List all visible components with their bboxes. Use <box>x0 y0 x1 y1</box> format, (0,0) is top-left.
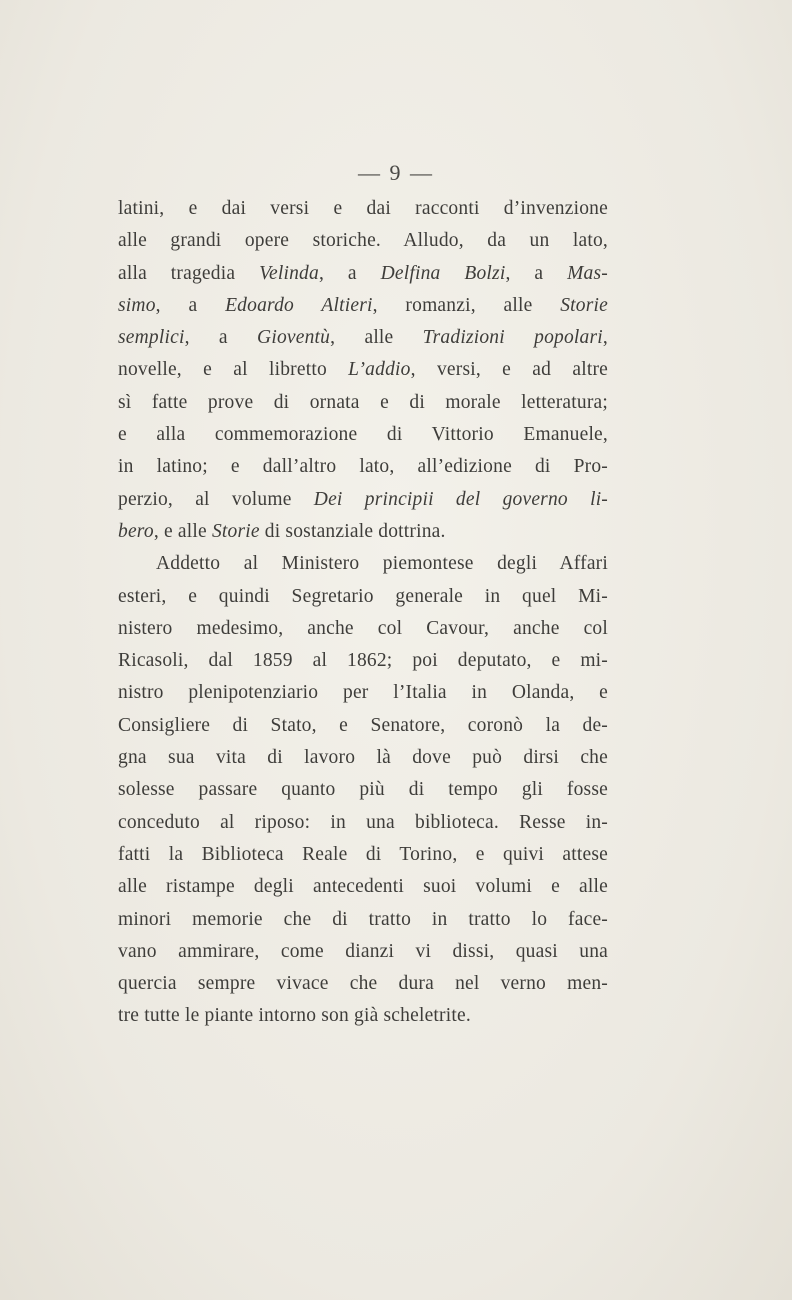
text-run: alle grandi opere storiche. Alludo, da un lato, <box>118 230 608 252</box>
text-run: alla tragedia <box>118 262 260 284</box>
text-run: quercia sempre vivace che dura nel verno men- <box>118 973 608 995</box>
text-run: tre tutte le piante intorno son già scheletrite. <box>118 1005 471 1027</box>
text-line <box>118 484 608 516</box>
text-line <box>118 677 608 709</box>
text-run: esteri, e quindi Segretario generale in quel Mi- <box>118 585 608 607</box>
text-run: fatti la Biblioteca Reale di Torino, e quivi attese <box>118 843 608 865</box>
text-run: Addetto al Ministero piemontese degli Affari <box>156 553 608 575</box>
italic-title: Mas- <box>567 262 608 284</box>
page-number: — 9 — <box>358 160 434 185</box>
text-run: conceduto al riposo: in una biblioteca. Resse in- <box>118 811 608 833</box>
text-run: , alle <box>330 327 423 349</box>
italic-title: simo <box>118 294 156 316</box>
text-run: in latino; e dall’altro lato, all’edizione di Pro- <box>118 456 608 478</box>
text-line <box>118 807 608 839</box>
text-run: , a <box>155 294 226 316</box>
body-text <box>118 193 608 1033</box>
text-line <box>118 193 608 225</box>
text-line <box>118 839 608 871</box>
italic-title: L’addio <box>348 359 411 381</box>
text-line <box>118 387 608 419</box>
text-run: sì fatte prove di ornata e di morale letteratura; <box>118 391 608 413</box>
text-line <box>118 258 608 290</box>
italic-title: Delfina Bolzi <box>380 262 506 284</box>
text-line <box>118 1000 608 1032</box>
text-run: alle ristampe degli antecedenti suoi volumi e alle <box>118 876 608 898</box>
text-line <box>118 968 608 1000</box>
text-run: , <box>602 327 608 349</box>
text-run: solesse passare quanto più di tempo gli fosse <box>118 779 608 801</box>
text-line <box>118 710 608 742</box>
italic-title: Gioventù <box>257 327 331 349</box>
text-run: nistro plenipotenziario per l’Italia in Olanda, e <box>118 682 608 704</box>
text-line <box>118 451 608 483</box>
italic-title: bero <box>118 520 154 542</box>
italic-title: Tradizioni popolari <box>422 327 603 349</box>
italic-title: Storie <box>560 294 608 316</box>
italic-title: Dei principii del governo li- <box>313 488 609 510</box>
text-run: Consigliere di Stato, e Senatore, coronò la de- <box>118 714 608 736</box>
text-run: di sostanziale dottrina. <box>259 520 446 542</box>
text-run: perzio, al volume <box>118 488 314 510</box>
text-run: , a <box>184 327 258 349</box>
text-run: , a <box>505 262 568 284</box>
text-line <box>118 742 608 774</box>
text-line <box>118 225 608 257</box>
text-run: , romanzi, alle <box>372 294 561 316</box>
text-line <box>118 322 608 354</box>
text-run: , versi, e ad altre <box>410 359 609 381</box>
text-run: Ricasoli, dal 1859 al 1862; poi deputato, e mi- <box>118 650 608 672</box>
italic-title: Edoardo Altieri <box>225 294 373 316</box>
italic-title: Storie <box>211 520 260 542</box>
text-run: nistero medesimo, anche col Cavour, anche col <box>118 617 608 639</box>
text-run: minori memorie che di tratto in tratto lo face- <box>118 908 608 930</box>
text-run: latini, e dai versi e dai racconti d’invenzione <box>118 198 608 219</box>
text-line <box>118 871 608 903</box>
text-line <box>118 904 608 936</box>
text-line <box>118 290 608 322</box>
text-run: vano ammirare, come dianzi vi dissi, quasi una <box>118 940 608 962</box>
text-run: , e alle <box>153 520 212 542</box>
text-line <box>118 613 608 645</box>
text-line <box>118 354 608 386</box>
text-run: novelle, e al libretto <box>118 359 349 381</box>
text-line <box>118 936 608 968</box>
text-line <box>118 774 608 806</box>
text-line <box>118 581 608 613</box>
italic-title: semplici <box>118 327 185 349</box>
text-line <box>118 548 608 580</box>
text-run: e alla commemorazione di Vittorio Emanuele, <box>118 424 608 446</box>
italic-title: Velinda <box>259 262 319 284</box>
text-run: gna sua vita di lavoro là dove può dirsi che <box>118 747 608 769</box>
text-run: , a <box>318 262 381 284</box>
text-line <box>118 516 608 548</box>
text-line <box>118 645 608 677</box>
text-line <box>118 419 608 451</box>
